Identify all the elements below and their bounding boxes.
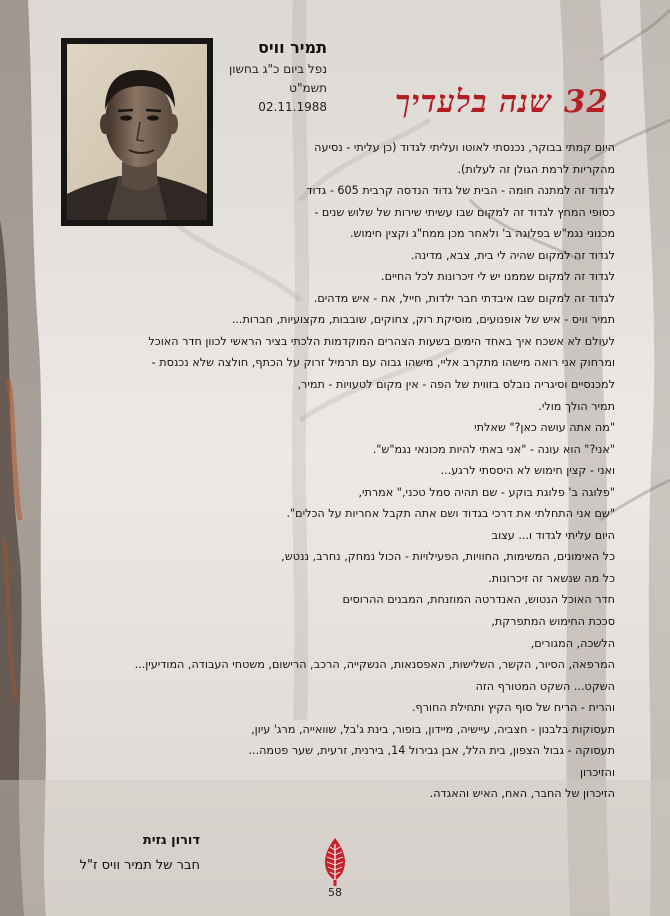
body-line: היום עליתי לגדוד ו... עצוב (491, 528, 615, 542)
body-line: לגדוד זה למקום שהיה לי בית, צבא, מדינה. (410, 248, 615, 262)
body-line: חדר האוכל הנטוש, האנדרטה המוזנחת, המבנים ההרוסים (342, 593, 615, 607)
body-line: כסופי המחץ לגדוד זה למקום שבו עשיתי שירות של שלוש שנים - (314, 205, 615, 219)
headline-title: 32 שנה בלעדיך (395, 84, 609, 120)
memorial-flame-icon (323, 838, 347, 886)
page-number: 58 (328, 886, 342, 899)
body-line: תעסוקות בלבנון - חצביה, עיישיה, מיידון, בופור, בינת ג'בל, שוואייה, מרג' עיון, (251, 722, 615, 736)
profile-header (217, 38, 327, 117)
date-of-fall-gregorian: 02.11.1988 (258, 100, 327, 114)
body-line: לגדוד זה למתנה חומה - הבית של גדוד הנדסה קרבית 605 - גדוד (306, 184, 615, 198)
body-line: תמיר הולך מולי. (538, 399, 615, 413)
body-line: מהקריות לרמת הגולן זה לעלות). (457, 162, 615, 176)
body-line: ואני - קצין חימוש לא היססתי לרגע... (440, 464, 615, 478)
body-line: כל האימונים, המשימות, החוויות, הפעילויות - הכול נמחק, נחרב, ננטש, (281, 550, 615, 564)
body-line: סככת החימוש המתפרקת, (491, 615, 615, 629)
body-line: "שם אני התחלתי את דרכי בגדוד ושם אתה תקבל אחריות על הכלים". (286, 507, 615, 521)
body-line: כל מה שנשאר זה זיכרונות. (488, 571, 615, 585)
body-line: תמיר וויס - איש של אופנועים, מוסיקת רוק, צחוקים, שובבות, מקצועיות, חברות... (231, 313, 615, 327)
body-line: ומרחוק אני רואה מישהו מתקרב אליי, מישהו גבוה עם תרמיל זרוק על הכתף, חולצה שלא נכנסת - (151, 356, 615, 370)
date-of-fall-hebrew: נפל ביום כ"ג בחשון תשמ"ט (228, 62, 327, 95)
body-line: למכנסיים וסיגריה נובלס בזווית של הפה - אין מקום לטעויות - תמיר, (297, 378, 615, 392)
body-line: מכנוני נגמ"ש בפלוגה ב' ולאחר מכן ממח"ג וקצין חימוש. (349, 227, 615, 241)
body-line: הלשכה, המגורים, (530, 636, 615, 650)
fallen-name: תמיר וויס (258, 38, 327, 57)
body-line: הזיכרון של החבר, האח, האיש והאגדה. (429, 787, 615, 801)
body-line: לגדוד זה למקום שממנו יש לי זיכרונות לכל החיים. (381, 270, 615, 284)
body-line: "פלוגה ב' פלוגת בוקע - שם תהיה סמל טכני," אמרתי, (358, 485, 615, 499)
body-line: והזיכרון (579, 765, 615, 779)
author-name: דורון גזית (142, 833, 200, 848)
body-line: "מה אתה עושה כאן?" שאלתי (474, 421, 615, 435)
body-line: המרפאה, הסיור, הקשר, השלישות, האפסנאות, הנשקייה, הרכב, הרישום, משטחי העבודה, המודיעין... (134, 658, 615, 672)
author-role: חבר של תמיר וויס ז"ל (79, 858, 200, 873)
article-body (41, 137, 615, 805)
body-line: תעסוקה - גבול הצפון, בית הלל, אבן גבירול 14, בירנית, זרעית, שער פטמה... (248, 744, 615, 758)
signature-block (80, 831, 200, 877)
body-line: לגדוד זה למקום שבו איבדתי חבר ילדות, חייל, אח - איש מדהים. (313, 291, 615, 305)
body-line: השקט... השקט המטורף הזה (475, 679, 615, 693)
body-line: והריח - הריח של סוף הקיץ ותחילת החורף. (412, 701, 615, 715)
body-line: היום קמתי בבוקר, נכנסתי לאוטו ועליתי לגדוד (כן עליתי - נסיעה (314, 141, 615, 154)
body-line: "אני?" הוא עונה - "אני באתי להיות מכונאי נגמ"ש". (372, 442, 615, 456)
body-line: לעולם לא אשכח איך באחד הימים בשעות הצהרים המוקדמות הלכתי בציר הראשי לכוון חדר האוכל (148, 334, 615, 348)
